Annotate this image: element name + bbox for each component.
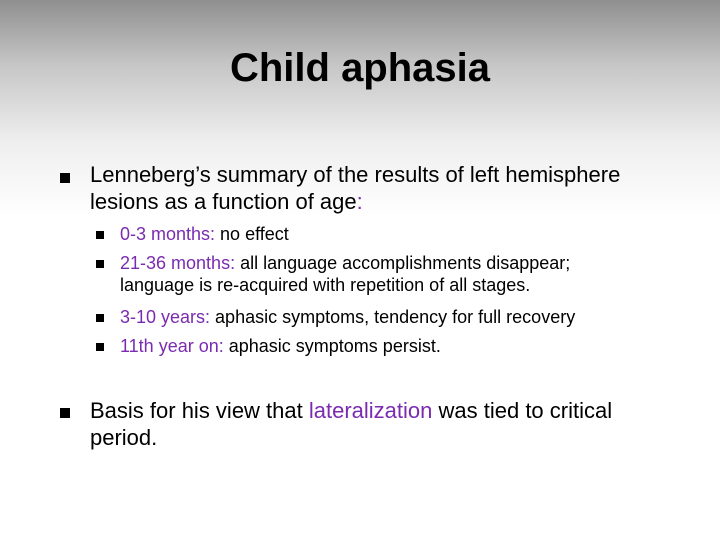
age-description: no effect [215,224,289,244]
bullet-line-text: lesions as a function of age [90,189,357,214]
slide-title: Child aphasia [229,46,491,90]
age-description-continued: language is re-acquired with repetition of all stages. [120,275,531,295]
sub-bullet-line [120,335,700,357]
lateralization-highlight: lateralization [308,398,433,423]
sub-bullet-line [120,252,700,274]
sub-bullet-0-3-months [120,223,700,245]
bullet-text-pre: Basis for his view that [90,398,309,423]
bullet-line [90,397,700,424]
age-label: 11th year on: [120,336,224,356]
bullet-text-lenneberg [90,161,700,215]
age-description: aphasic symptoms, tendency for full recovery [210,307,576,327]
bullet-line [90,188,700,215]
sub-bullet-line [120,223,700,245]
bullet-text-basis [90,397,700,451]
sub-bullet-line [120,306,700,328]
age-label: 0-3 months: [120,224,216,244]
bullet-line: period. [90,425,158,450]
sub-bullet-marker [96,231,104,239]
bullet-marker [60,408,70,418]
age-label: 3-10 years: [120,307,211,327]
sub-bullet-3-10-years [120,306,700,328]
age-label: 21-36 months: [120,253,236,273]
age-description: aphasic symptoms persist. [223,336,441,356]
bullet-text-post: was tied to critical [432,398,613,423]
sub-bullet-marker [96,314,104,322]
bullet-marker [60,173,70,183]
sub-bullet-marker [96,260,104,268]
sub-bullet-21-36-months [120,252,700,296]
sub-bullet-11th-year [120,335,700,357]
bullet-colon: : [356,189,363,214]
age-description: all language accomplishments disappear; [235,253,571,273]
sub-bullet-marker [96,343,104,351]
bullet-line: Lenneberg’s summary of the results of left hemisphere [90,162,621,187]
